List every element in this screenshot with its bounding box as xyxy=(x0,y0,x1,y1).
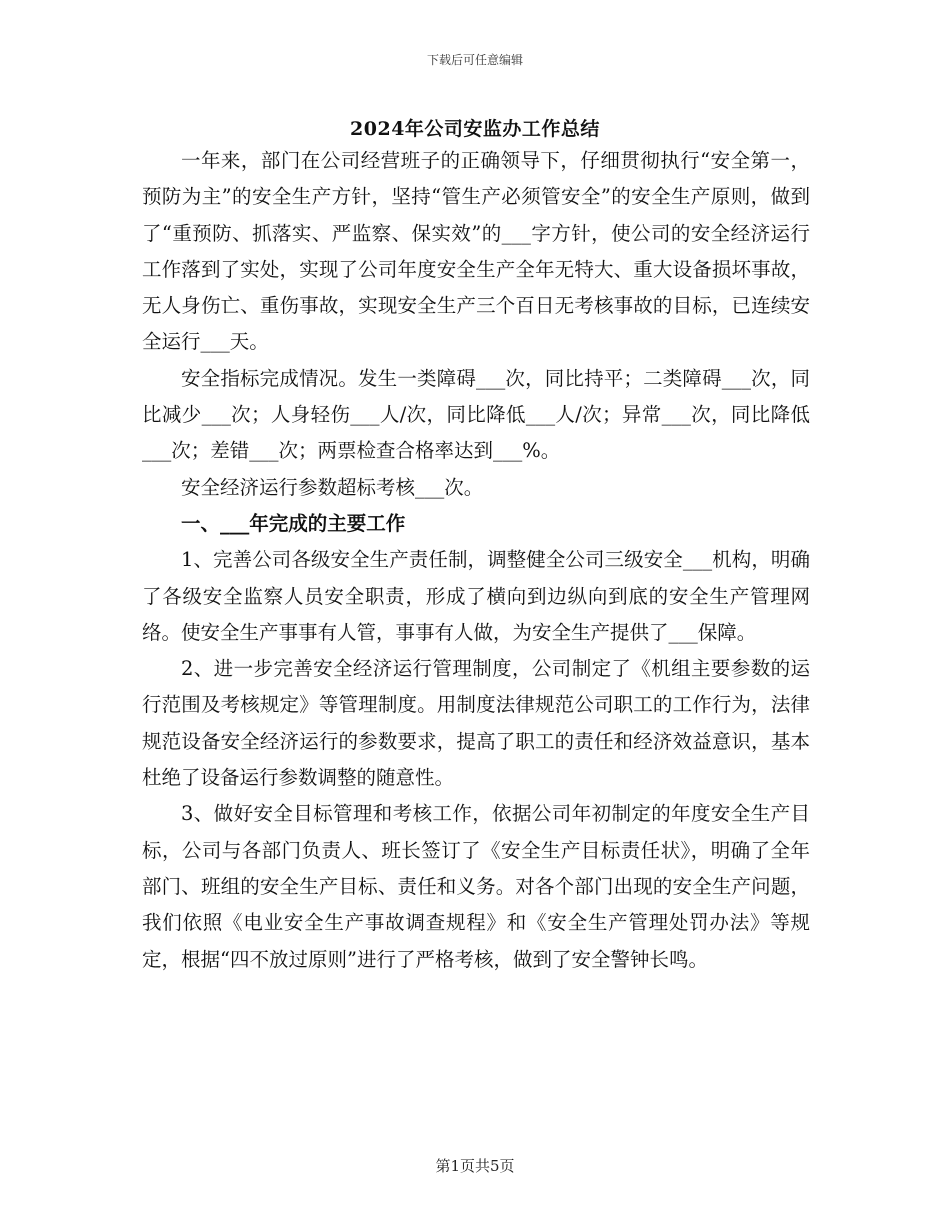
paragraph-parameter-assessment: 安全经济运行参数超标考核___次。 xyxy=(181,475,484,499)
paragraph-item-1: 1、完善公司各级安全生产责任制，调整健全公司三级安全___机构，明确了各级安全监察人员安全职责，形成了横向到边纵向到底的安全生产管理网络。使安全生产事事有人管，事事有人做，为安全生产提供了___保障。 xyxy=(142,548,810,644)
paragraph-item-2: 2、进一步完善安全经济运行管理制度，公司制定了《机组主要参数的运行范围及考核规定》等管理制度。用制度法律规范公司职工的工作行为，法律规范设备安全经济运行的参数要求，提高了职工的责任和经济效益意识，基本杜绝了设备运行参数调整的随意性。 xyxy=(142,657,810,790)
document-title: 2024年公司安监办工作总结 xyxy=(350,118,600,140)
page-number-footer: 第1页共5页 xyxy=(435,1157,515,1175)
document-body xyxy=(142,143,810,978)
paragraph-item-3: 3、做好安全目标管理和考核工作，依据公司年初制定的年度安全生产目标，公司与各部门负责人、班长签订了《安全生产目标责任状》，明确了全年部门、班组的安全生产目标、责任和义务。对各个部门出现的安全生产问题，我们依照《电业安全生产事故调查规程》和《安全生产管理处罚办法》等规定，根据“四不放过原则”进行了严格考核，做到了安全警钟长鸣。 xyxy=(142,802,810,971)
paragraph-intro: 一年来，部门在公司经营班子的正确领导下，仔细贯彻执行“安全第一，预防为主”的安全生产方针，坚持“管生产必须管安全”的安全生产原则，做到了“重预防、抓落实、严监察、保实效”的___字方针，使公司的安全经济运行工作落到了实处，实现了公司年度安全生产全年无特大、重大设备损坏事故，无人身伤亡、重伤事故，实现安全生产三个百日无考核事故的目标，已连续安全运行___天。 xyxy=(142,149,810,354)
section-heading-main-work: 一、___年完成的主要工作 xyxy=(181,511,406,535)
paragraph-safety-indicators: 安全指标完成情况。发生一类障碍___次，同比持平；二类障碍___次，同比减少___次；人身轻伤___人/次，同比降低___人/次；异常___次，同比降低___次；差错___次；两票检查合格率达到___%。 xyxy=(142,366,810,463)
header-note: 下载后可任意编辑 xyxy=(426,53,523,67)
